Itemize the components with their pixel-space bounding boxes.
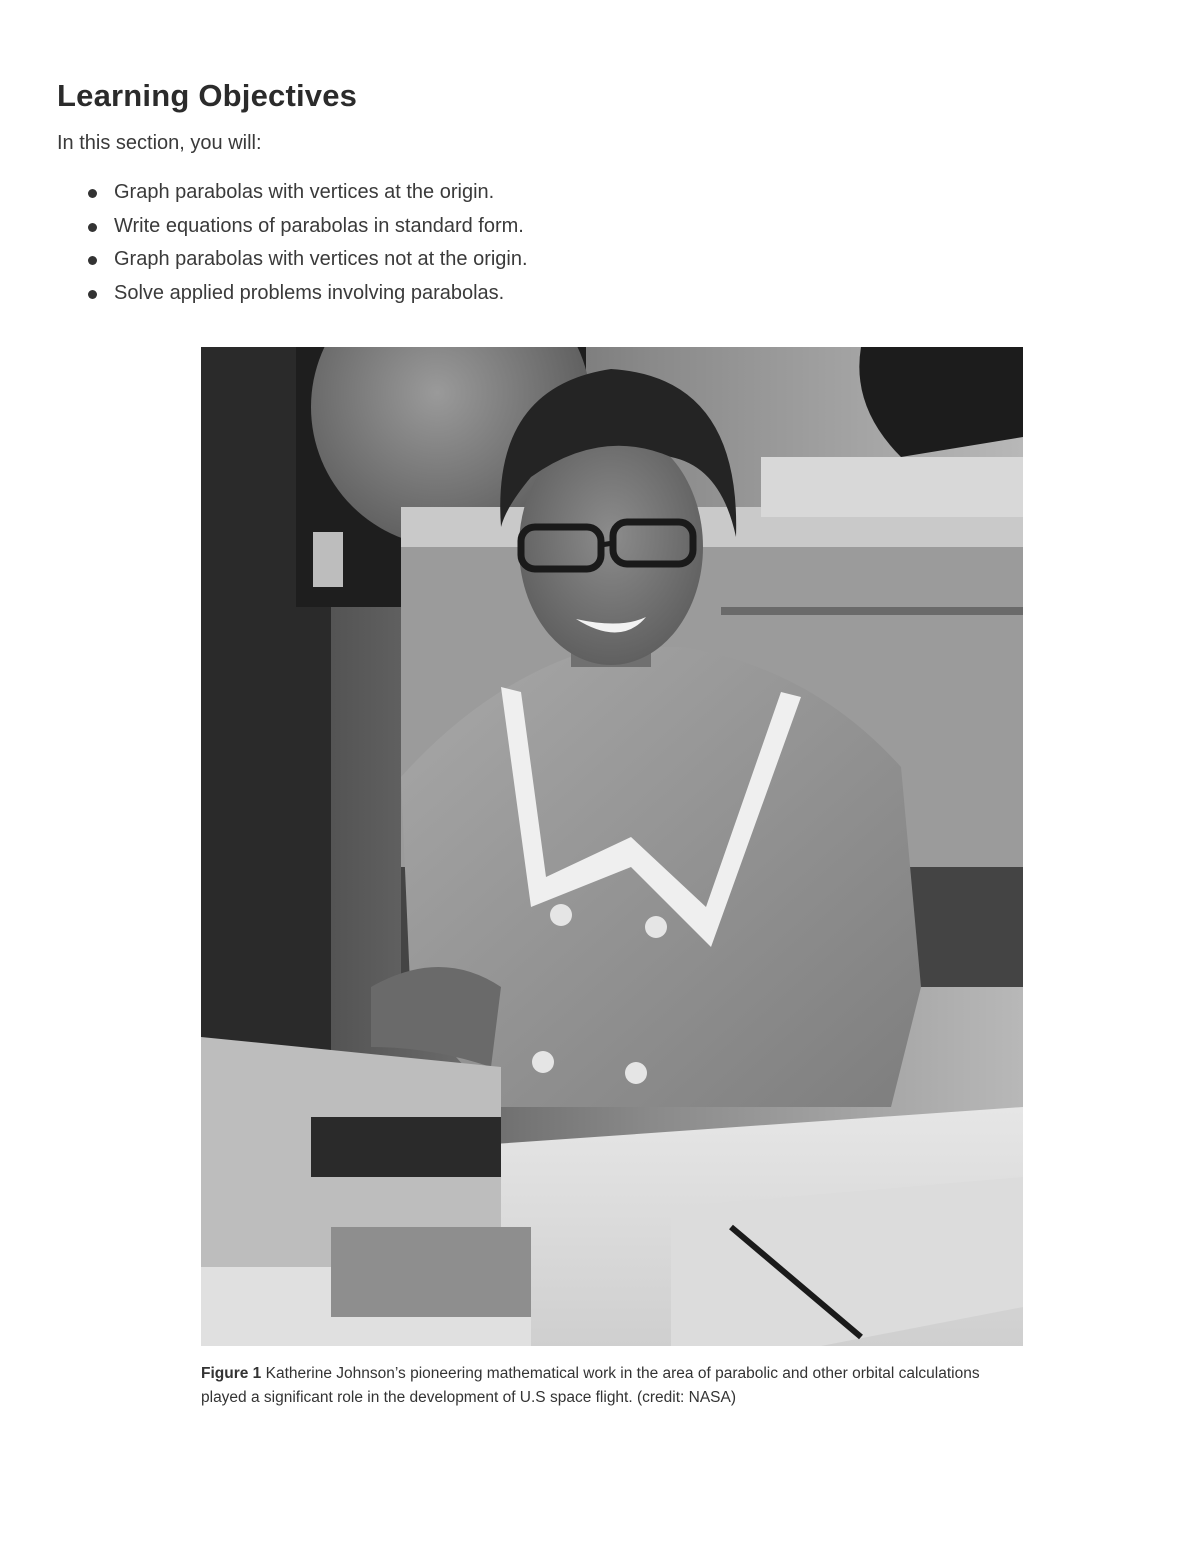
list-item [88, 210, 528, 244]
objective-text: Graph parabolas with vertices not at the origin. [114, 248, 528, 270]
objective-text: Write equations of parabolas in standard form. [114, 214, 524, 237]
list-item [88, 176, 528, 210]
portrait-photo [201, 347, 1023, 1346]
figure-caption-text: Katherine Johnson’s pioneering mathematical work in the area of parabolic and other orbital calculations played a significant role in the development of U.S space flight. (credit: NASA) [201, 1365, 980, 1406]
bullet-icon [88, 223, 97, 232]
bullet-icon [88, 189, 97, 198]
objective-text: Graph parabolas with vertices at the origin. [114, 181, 495, 203]
bullet-icon [88, 290, 97, 299]
figure-caption [201, 1362, 1001, 1410]
section-intro: In this section, you will: [57, 132, 262, 154]
figure-label: Figure 1 [201, 1365, 262, 1382]
section-title: Learning Objectives [57, 78, 358, 113]
learning-objectives-list [88, 176, 528, 310]
list-item [88, 277, 528, 311]
list-item [88, 243, 528, 277]
bullet-icon [88, 256, 97, 265]
figure-photo [201, 347, 1023, 1346]
objective-text: Solve applied problems involving parabolas. [114, 281, 505, 304]
